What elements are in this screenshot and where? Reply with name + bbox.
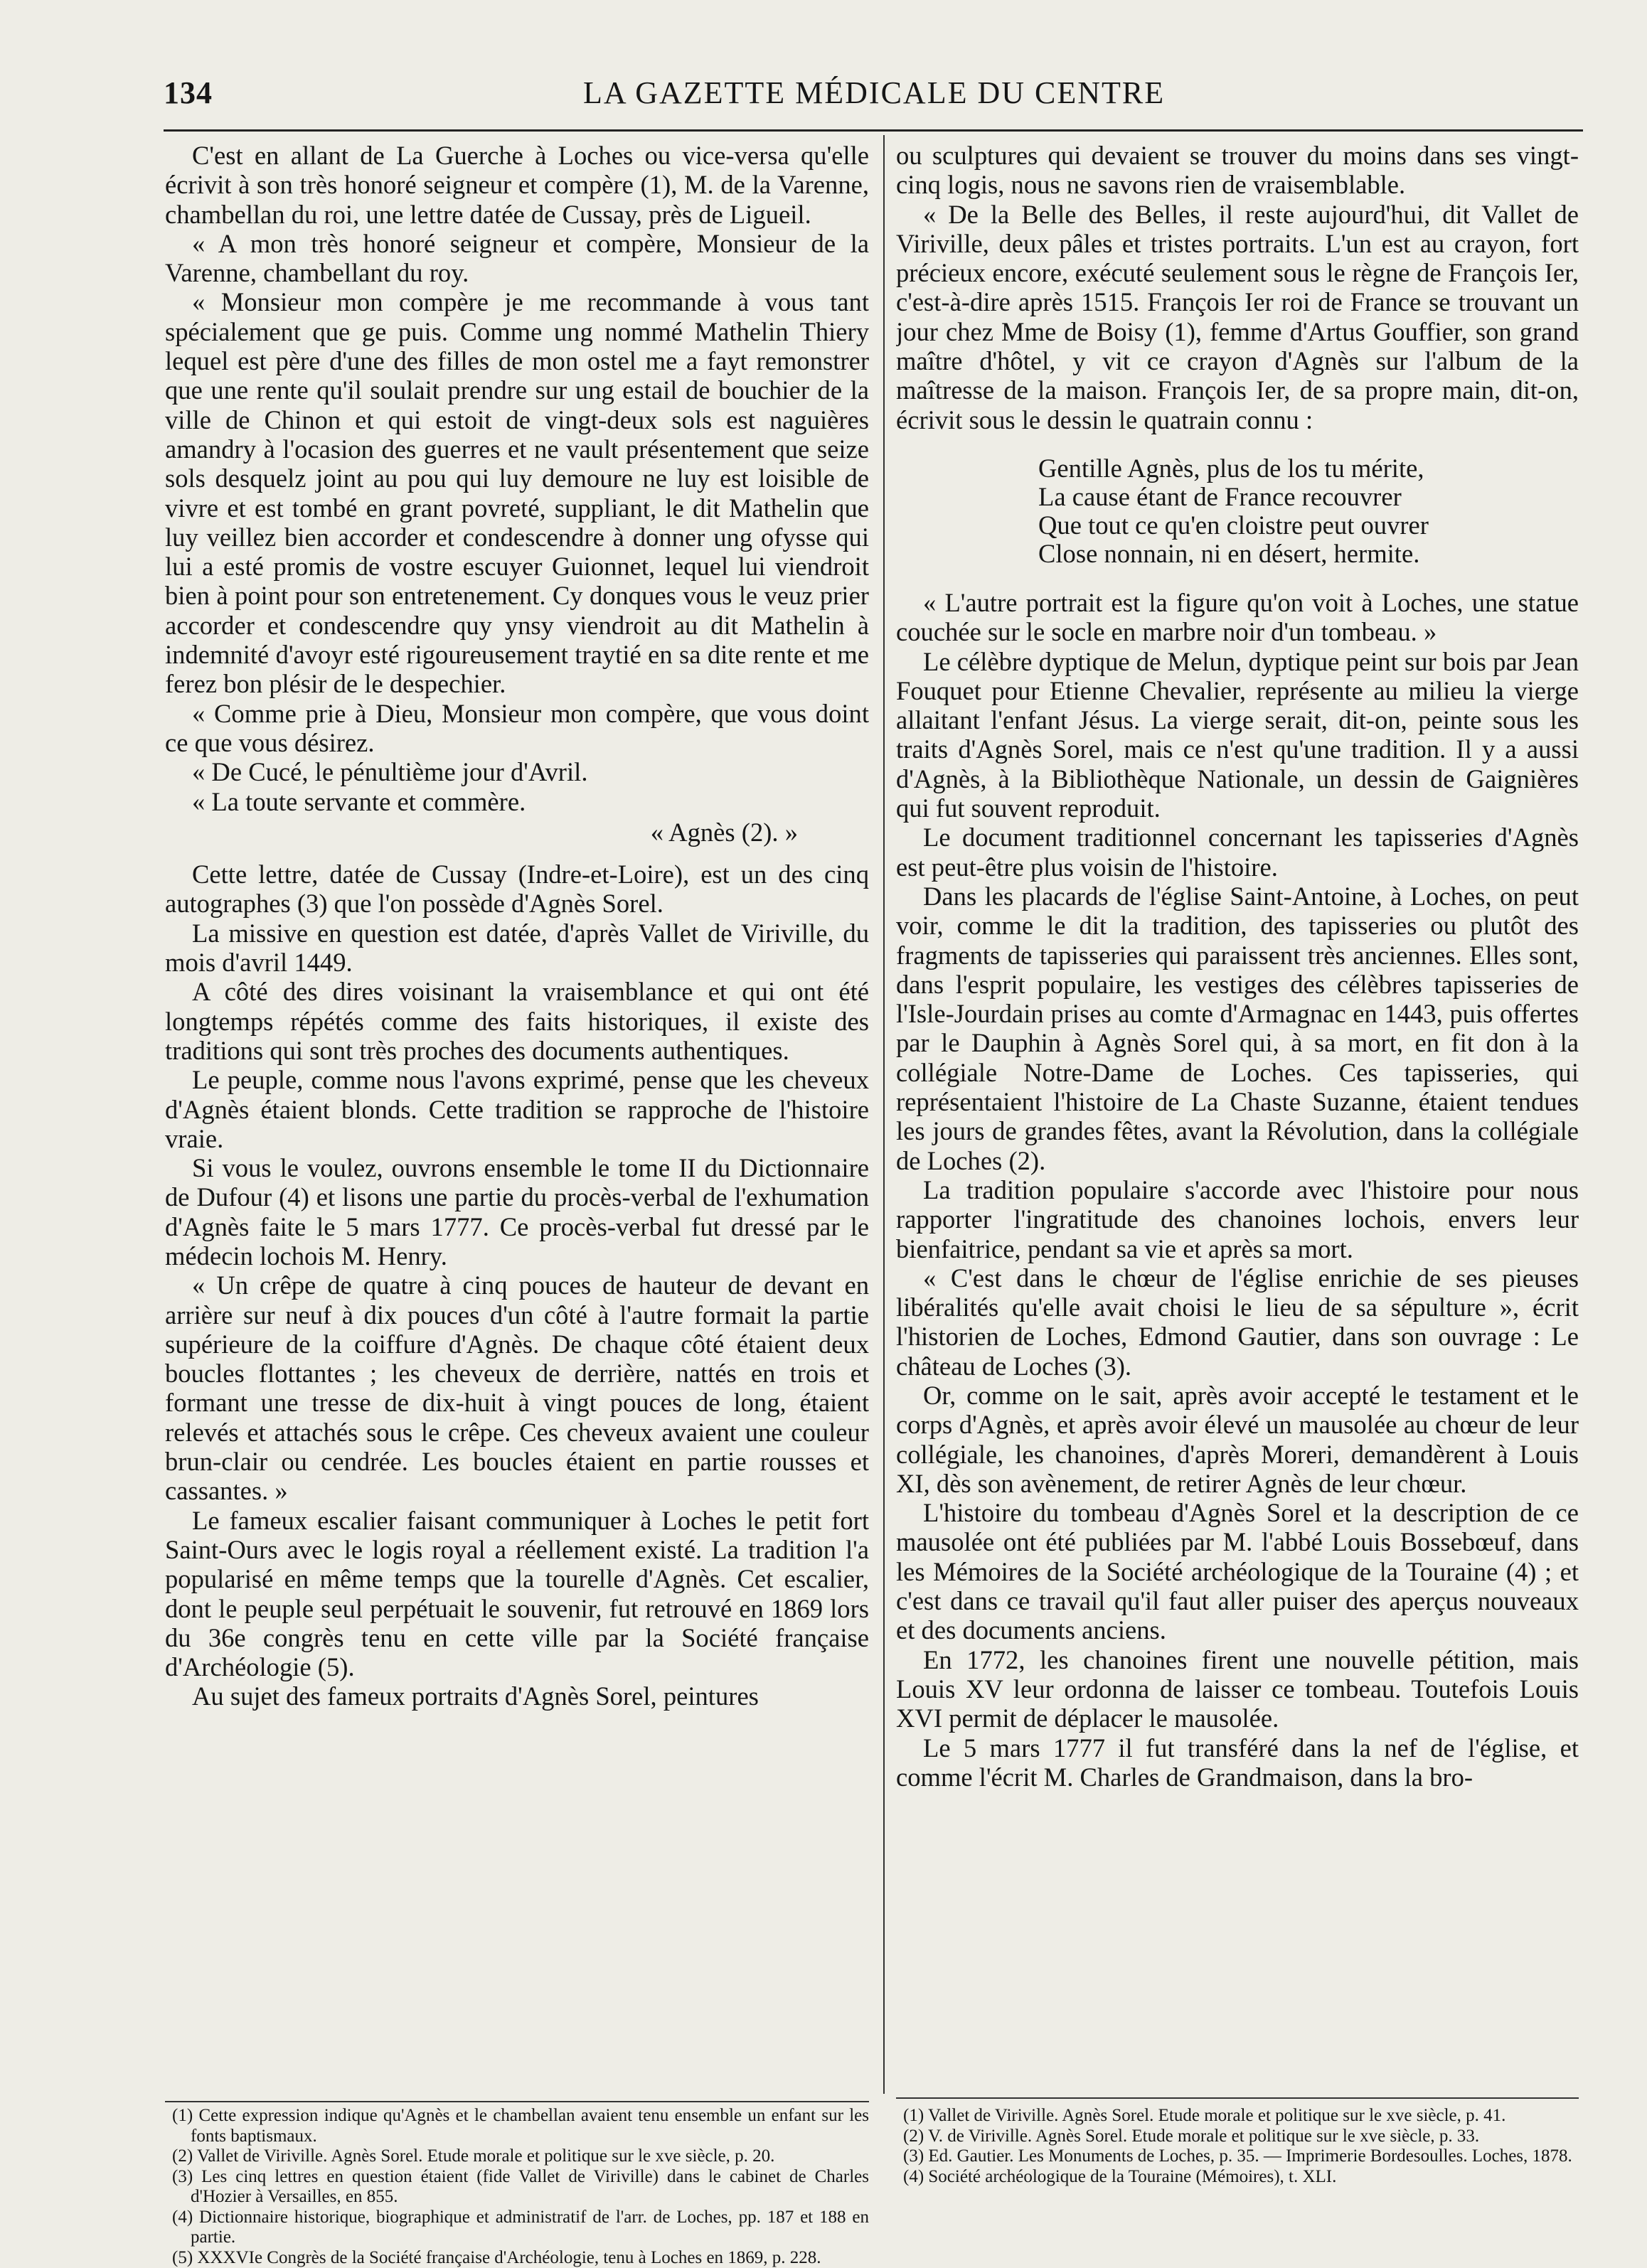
paragraph: Le peuple, comme nous l'avons exprimé, pense que les cheveux d'Agnès étaient blonds. Cette tradition se rapproche de l'histoire vraie. [165, 1065, 869, 1153]
paragraph: Le document traditionnel concernant les tapisseries d'Agnès est peut-être plus voisin de l'histoire. [896, 823, 1579, 882]
footnote: (3) Ed. Gautier. Les Monuments de Loches, p. 35. — Imprimerie Bordesoulles. Loches, 1878. [896, 2146, 1579, 2167]
paragraph: Cette lettre, datée de Cussay (Indre-et-Loire), est un des cinq autographes (3) que l'on possède d'Agnès Sorel. [165, 860, 869, 919]
footnotes-right [896, 2106, 1579, 2187]
paragraph: Le célèbre dyptique de Melun, dyptique peint sur bois par Jean Fouquet pour Etienne Chevalier, représente au milieu la vierge allaitant l'enfant Jésus. La vierge serait, dit-on, peinte sous les traits d'Agnès Sorel, mais ce n'est qu'une tradition. Il y a aussi d'Agnès, à la Bibliothèque Nationale, un dessin de Gaignières qui fut souvent reproduit. [896, 647, 1579, 823]
footnotes-left [165, 2106, 869, 2268]
footnote-rule [896, 2097, 1579, 2099]
quotation: « Un crêpe de quatre à cinq pouces de hauteur de devant en arrière sur neuf à dix pouces d'un côté à l'autre formait la partie supérieure de la coiffure d'Agnès. De chaque côté étaient deux boucles flottantes ; les cheveux de derrière, nattés en trois et formant une tresse de dix-huit à vingt pouces de long, étaient relevés et attachés sous le crêpe. Ces cheveux avaient une couleur brun-clair ou cendrée. Les boucles étaient en partie rousses et cassantes. » [165, 1271, 869, 1505]
page-number: 134 [164, 75, 213, 111]
paragraph: Or, comme on le sait, après avoir accepté le testament et le corps d'Agnès, et après avoir élevé un mausolée au chœur de leur collégiale, les chanoines, d'après Moreri, demandèrent à Louis XI, dès son avènement, de retirer Agnès de leur chœur. [896, 1381, 1579, 1498]
header-rule [164, 129, 1583, 132]
paragraph: Le 5 mars 1777 il fut transféré dans la nef de l'église, et comme l'écrit M. Charles de Grandmaison, dans la bro- [896, 1733, 1579, 1792]
letter-date: « De Cucé, le pénultième jour d'Avril. [165, 757, 869, 786]
footnote: (4) Société archéologique de la Touraine (Mémoires), t. XLI. [896, 2167, 1579, 2188]
footnote: (3) Les cinq lettres en question étaient (fide Vallet de Viriville) dans le cabinet de Charles d'Hozier à Versailles, en 855. [165, 2167, 869, 2208]
quatrain [1038, 454, 1579, 568]
paragraph: En 1772, les chanoines firent une nouvelle pétition, mais Louis XV leur ordonna de laisser ce tombeau. Toutefois Louis XVI permit de déplacer le mausolée. [896, 1645, 1579, 1733]
paragraph: C'est en allant de La Guerche à Loches ou vice-versa qu'elle écrivit à son très honoré seigneur et compère (1), M. de la Varenne, chambellan du roi, une lettre datée de Cussay, près de Ligueil. [165, 141, 869, 229]
poem-line: La cause étant de France recouvrer [1038, 483, 1579, 511]
quotation: « De la Belle des Belles, il reste aujourd'hui, dit Vallet de Viriville, deux pâles et tristes portraits. L'un est au crayon, fort précieux encore, exécuté seulement sous le règne de François Ier, c'est-à-dire après 1515. François Ier roi de France se trouvant un jour chez Mme de Boisy (1), femme d'Artus Gouffier, son grand maître d'hôtel, y vit ce crayon d'Agnès sur l'album de la maîtresse de la maison. François Ier, de sa propre main, dit-on, écrivit sous le dessin le quatrain connu : [896, 200, 1579, 434]
letter-body: « Monsieur mon compère je me recommande à vous tant spécialement que ge puis. Comme ung nommé Mathelin Thiery lequel est père d'une des filles de mon ostel me a fayt remonstrer que une rente qu'il soulait prendre sur ung estail de bouchier de la ville de Chinon et qui estoit de vingt-deux sols est naguières amandry à l'ocasion des guerres et ne vault présentement que seize sols desquelz joint au pou qui luy demoure ne luy est loisible de vivre et est tombé en grant povreté, suppliant, le dit Mathelin que luy veillez bien accorder et condescendre à donner ung ofysse qui lui a esté promis de vostre escuyer Guionnet, lequel lui viendroit bien à point pour son entretenement. Cy donques vous le veuz prier accorder et condescendre quy ynsy viendroit au dit Mathelin à indemnité d'avoyr esté rigoureusement traytié en sa dite rente et me ferez bon plésir de le despechier. [165, 287, 869, 698]
paragraph: A côté des dires voisinant la vraisemblance et qui ont été longtemps répétés comme des faits historiques, il existe des traditions qui sont très proches des documents authentiques. [165, 977, 869, 1065]
footnote: (2) Vallet de Viriville. Agnès Sorel. Etude morale et politique sur le xve siècle, p. 20. [165, 2146, 869, 2167]
footnote: (1) Vallet de Viriville. Agnès Sorel. Etude morale et politique sur le xve siècle, p. 41. [896, 2106, 1579, 2127]
letter-closing: « Comme prie à Dieu, Monsieur mon compère, que vous doint ce que vous désirez. [165, 699, 869, 758]
letter-salutation: « A mon très honoré seigneur et compère, Monsieur de la Varenne, chambellant du roy. [165, 229, 869, 288]
letter-closing: « La toute servante et commère. [165, 787, 869, 816]
poem-line: Close nonnain, ni en désert, hermite. [1038, 540, 1579, 568]
paragraph: La tradition populaire s'accorde avec l'histoire pour nous rapporter l'ingratitude des chanoines lochois, envers leur bienfaitrice, pendant sa vie et après sa mort. [896, 1175, 1579, 1263]
paragraph: La missive en question est datée, d'après Vallet de Viriville, du mois d'avril 1449. [165, 919, 869, 978]
paragraph: L'histoire du tombeau d'Agnès Sorel et la description de ce mausolée ont été publiées par M. l'abbé Louis Bossebœuf, dans les Mémoires de la Société archéologique de la Touraine (4) ; et c'est dans ce travail qu'il faut aller puiser des aperçus nouveaux et des documents anciens. [896, 1498, 1579, 1644]
footnote-rule [165, 2101, 869, 2102]
footnote: (4) Dictionnaire historique, biographique et administratif de l'arr. de Loches, pp. 187 et 188 en partie. [165, 2208, 869, 2248]
paragraph: Si vous le voulez, ouvrons ensemble le tome II du Dictionnaire de Dufour (4) et lisons une partie du procès-verbal de l'exhumation d'Agnès faite le 5 mars 1777. Ce procès-verbal fut dressé par le médecin lochois M. Henry. [165, 1153, 869, 1271]
letter-signature: « Agnès (2). » [165, 818, 869, 847]
poem-line: Gentille Agnès, plus de los tu mérite, [1038, 454, 1579, 483]
paragraph: Dans les placards de l'église Saint-Antoine, à Loches, on peut voir, comme le dit la tradition, des tapisseries ou plutôt des fragments de tapisseries qui paraissent très anciennes. Elles sont, dans l'esprit populaire, les vestiges des célèbres tapisseries de l'Isle-Jourdain prises au comte d'Armagnac en 1443, puis offertes par le Dauphin à Agnès Sorel qui, à sa mort, en fit don à la collégiale Notre-Dame de Loches. Ces tapisseries, qui représentaient l'histoire de La Chaste Suzanne, étaient tendues les jours de grandes fêtes, avant la Révolution, dans la collégiale de Loches (2). [896, 882, 1579, 1175]
column-divider [883, 135, 885, 2094]
right-column [896, 141, 1579, 2089]
footnote: (1) Cette expression indique qu'Agnès et le chambellan avaient tenu ensemble un enfant sur les fonts baptismaux. [165, 2106, 869, 2146]
poem-line: Que tout ce qu'en cloistre peut ouvrer [1038, 511, 1579, 540]
page-header [164, 75, 1580, 114]
running-title: LA GAZETTE MÉDICALE DU CENTRE [583, 75, 1165, 111]
paragraph: « C'est dans le chœur de l'église enrichie de ses pieuses libéralités qu'elle avait choisi le lieu de sa sépulture », écrit l'historien de Loches, Edmond Gautier, dans son ouvrage : Le château de Loches (3). [896, 1263, 1579, 1381]
paragraph: ou sculptures qui devaient se trouver du moins dans ses vingt-cinq logis, nous ne savons rien de vraisemblable. [896, 141, 1579, 200]
paragraph: Le fameux escalier faisant communiquer à Loches le petit fort Saint-Ours avec le logis royal a réellement existé. La tradition l'a popularisé en même temps que la tourelle d'Agnès. Cet escalier, dont le peuple seul perpétuait le souvenir, fut retrouvé en 1869 lors du 36e congrès tenu en cette ville par la Société française d'Archéologie (5). [165, 1506, 869, 1682]
paragraph: Au sujet des fameux portraits d'Agnès Sorel, peintures [165, 1681, 869, 1711]
quotation: « L'autre portrait est la figure qu'on voit à Loches, une statue couchée sur le socle en marbre noir d'un tombeau. » [896, 588, 1579, 647]
footnote: (2) V. de Viriville. Agnès Sorel. Etude morale et politique sur le xve siècle, p. 33. [896, 2127, 1579, 2147]
footnote: (5) XXXVIe Congrès de la Société française d'Archéologie, tenu à Loches en 1869, p. 228. [165, 2248, 869, 2268]
left-column [165, 141, 869, 2089]
